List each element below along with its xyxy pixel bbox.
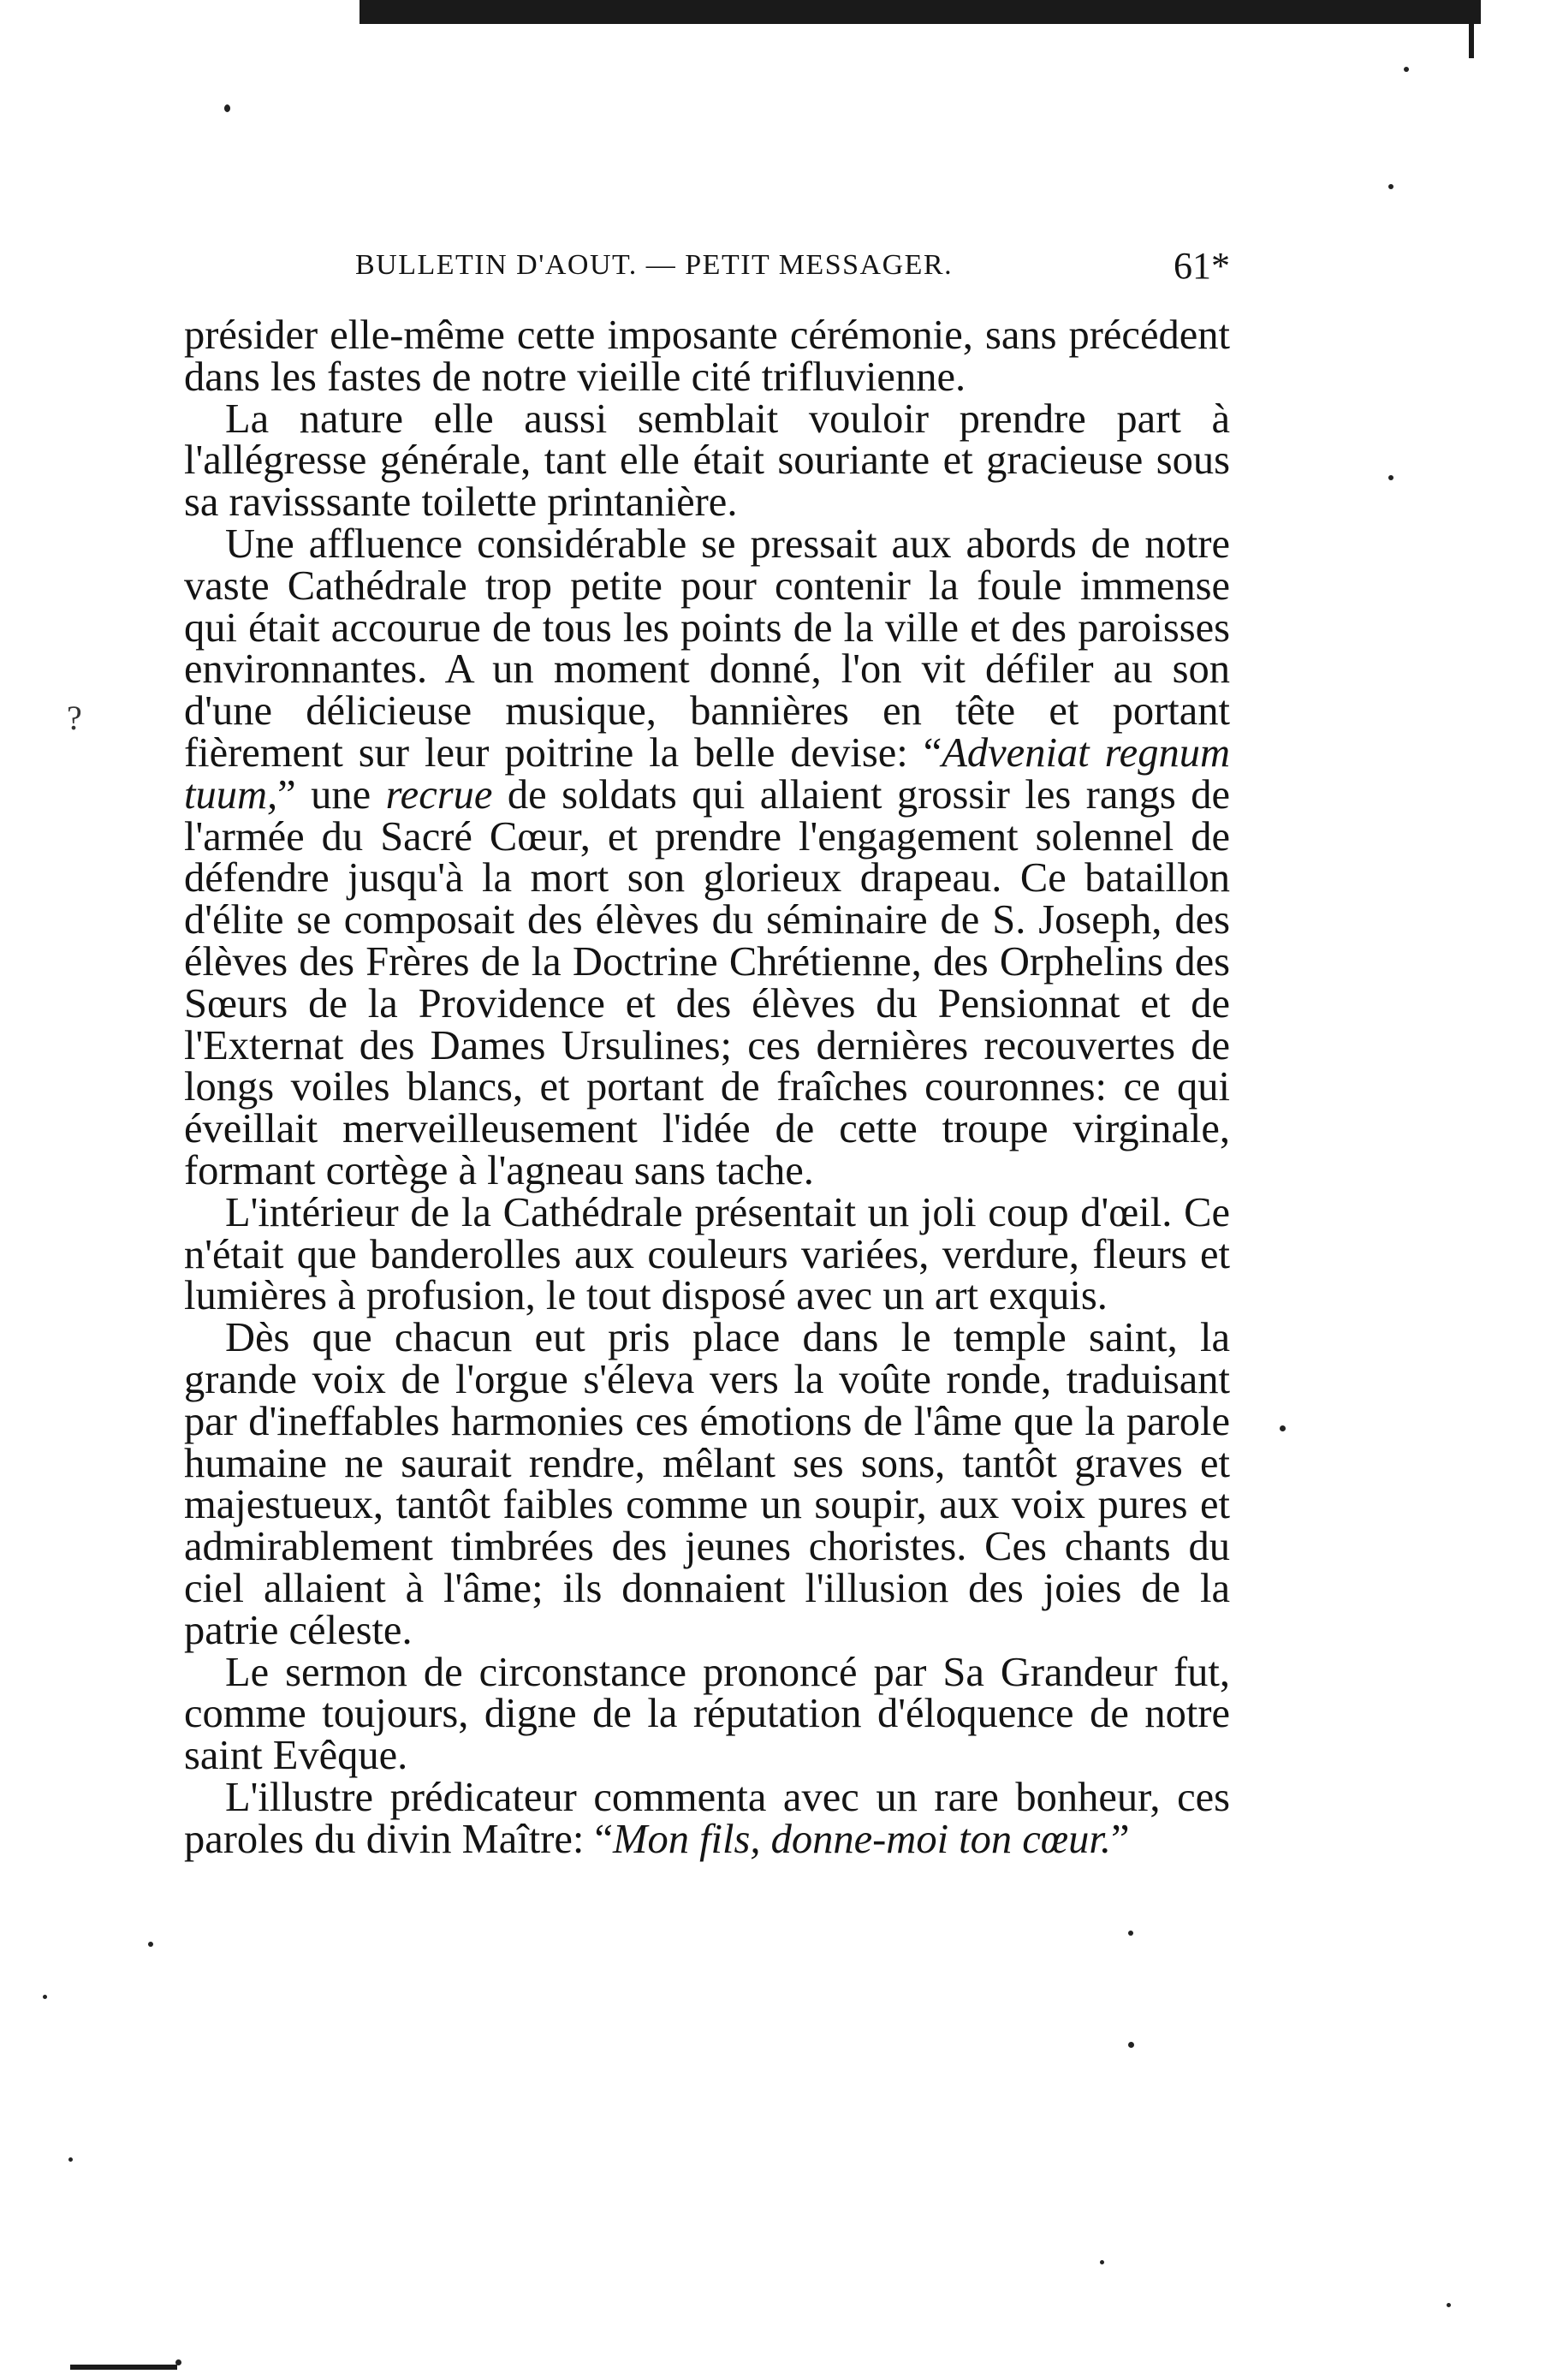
paragraph-3-text-before: Une affluence considérable se pressait aux abords de notre vaste Cathédrale trop petite pour contenir la foule immense qui était accourue de tous les points de la ville et des paroisses environnantes. A un moment donné, l'on vit défiler au son d'une délicieuse musique, bannières en tête et portant fièrement sur leur poitrine la belle devise: “ xyxy=(184,521,1230,776)
quote-italic: Mon fils, donne-moi ton cœur. xyxy=(613,1816,1112,1862)
paragraph-4: L'intérieur de la Cathédrale présentait un joli coup d'œil. Ce n'était que banderolles aux couleurs variées, verdure, fleurs et lumières à profusion, le tout disposé avec un art exquis. xyxy=(184,1189,1230,1319)
scan-speck xyxy=(1128,2042,1134,2048)
paragraph-5: Dès que chacun eut pris place dans le temple saint, la grande voix de l'orgue s'éleva vers la voûte ronde, traduisant par d'ineffables harmonies ces émotions de l'âme que la parole humaine ne saurait rendre, mêlant ses sons, tantôt graves et majestueux, tantôt faibles comme un soupir, aux voix pures et admirablement timbrées des jeunes choristes. Ces chants du ciel allaient à l'âme; ils donnaient l'illusion des joies de la patrie céleste. xyxy=(184,1315,1230,1653)
top-scan-rule-tick xyxy=(1469,24,1474,58)
recrue-italic: recrue xyxy=(385,771,493,818)
paragraph-1: présider elle-même cette imposante cérémonie, sans précédent dans les fastes de notre vieille cité trifluvienne. xyxy=(184,312,1230,400)
paragraph-3-text-after: de soldats qui allaient grossir les rangs de l'armée du Sacré Cœur, et prendre l'engagement solennel de défendre jusqu'à la mort son glorieux drapeau. Ce bataillon d'élite se composait des élèves du séminaire de S. Joseph, des élèves des Frères de la Doctrine Chrétienne, des Orphelins des Sœurs de la Providence et des élèves du Pensionnat et de l'Externat des Dames Ursulines; ces dernières recouvertes de longs voiles blancs, et portant de fraîches couronnes: ce qui éveillait merveilleusement l'idée de cette troupe virginale, formant cortège à l'agneau sans tache. xyxy=(184,771,1231,1193)
scan-speck xyxy=(1388,475,1393,480)
paragraph-7 xyxy=(184,1774,1230,1862)
running-head: BULLETIN D'AOUT. — PETIT MESSAGER. xyxy=(355,249,954,281)
scan-speck xyxy=(43,1995,47,1999)
page-number: 61* xyxy=(1174,245,1230,287)
body-text xyxy=(184,312,1231,1862)
paragraph-3 xyxy=(184,521,1231,1193)
paragraph-6: Le sermon de circonstance prononcé par Sa Grandeur fut, comme toujours, digne de la réputation d'éloquence de notre saint Evêque. xyxy=(184,1649,1230,1779)
page-header xyxy=(355,244,1230,295)
paragraph-2: La nature elle aussi semblait vouloir prendre part à l'allégresse générale, tant elle était souriante et gracieuse sous sa ravisssante toilette printanière. xyxy=(184,396,1230,526)
scan-speck xyxy=(1404,67,1409,72)
scan-speck xyxy=(1280,1425,1286,1431)
scan-speck xyxy=(1388,184,1393,189)
scan-speck xyxy=(1100,2260,1104,2264)
paragraph-7-text-before: L'illustre prédicateur commenta avec un rare bonheur, ces paroles du divin Maître: “ xyxy=(184,1774,1230,1862)
scan-speck xyxy=(224,104,230,112)
bottom-scan-rule xyxy=(70,2365,177,2370)
top-scan-rule xyxy=(360,0,1481,24)
motto-italic: Adveniat regnum tuum, xyxy=(184,729,1230,818)
scan-speck xyxy=(68,2157,73,2162)
scan-speck xyxy=(148,1942,153,1947)
scan-speck xyxy=(1128,1931,1133,1936)
paragraph-3-text-middle: ” une xyxy=(277,771,386,818)
scan-speck xyxy=(1447,2303,1451,2307)
paragraph-7-text-after: ” xyxy=(1111,1816,1130,1862)
margin-mark: ? xyxy=(67,699,82,737)
